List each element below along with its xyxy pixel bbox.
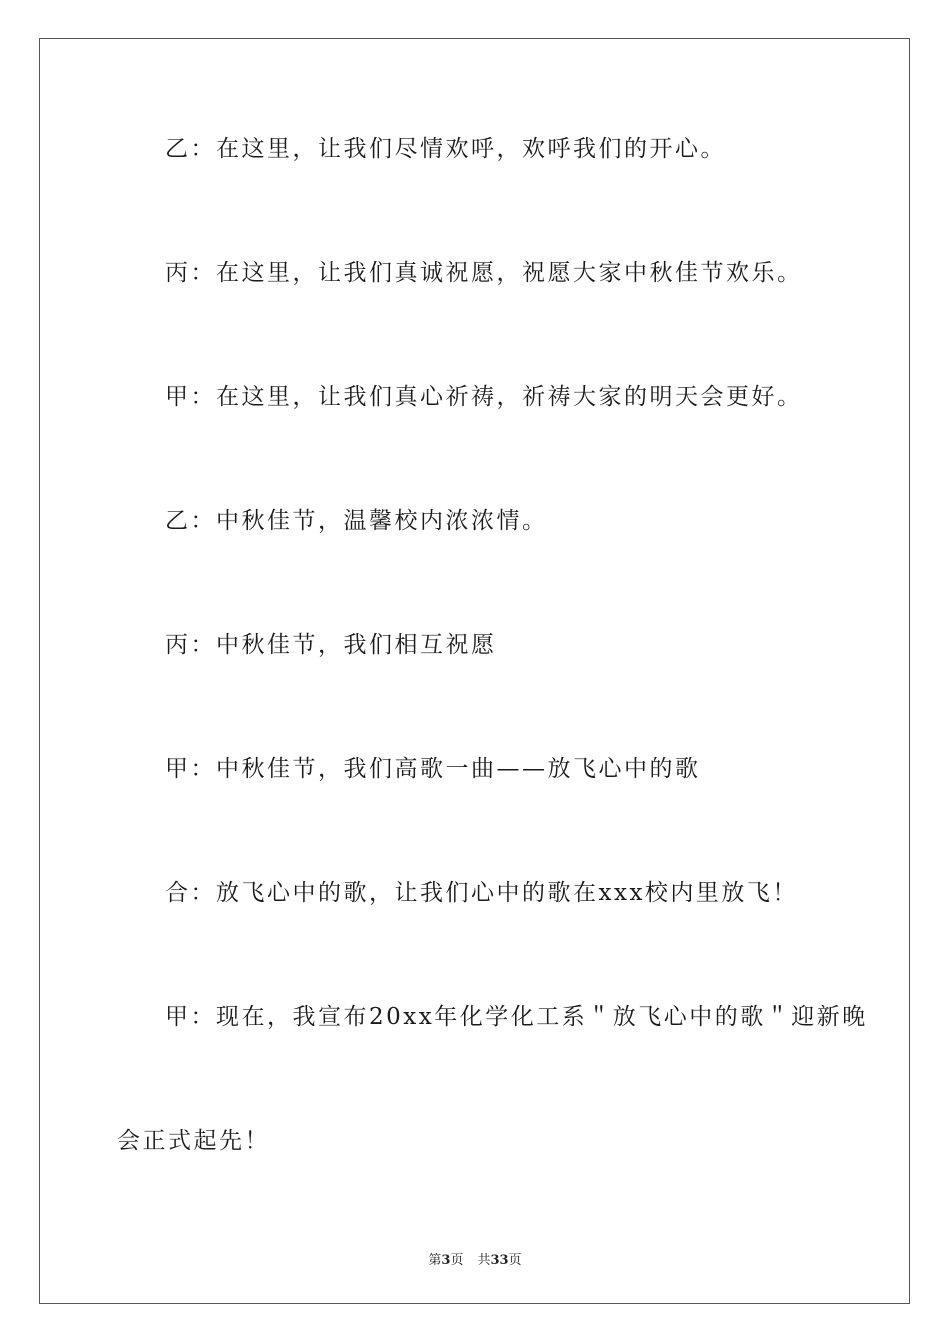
- dialogue-line-8: 甲：现在，我宣布20xx年化学化工系＂放飞心中的歌＂迎新晚: [165, 1004, 868, 1030]
- dialogue-line-2: 丙：在这里，让我们真诚祝愿，祝愿大家中秋佳节欢乐。: [165, 260, 803, 286]
- page-border: [39, 38, 910, 1304]
- footer-page-unit: 页: [450, 1253, 464, 1268]
- dialogue-line-5: 丙：中秋佳节，我们相互祝愿: [165, 632, 497, 658]
- dialogue-line-7: 合：放飞心中的歌，让我们心中的歌在xxx校内里放飞！: [165, 880, 798, 906]
- footer-page-total: 33: [490, 1253, 509, 1268]
- dialogue-line-3: 甲：在这里，让我们真心祈祷，祈祷大家的明天会更好。: [165, 384, 803, 410]
- footer-total-prefix: 共: [477, 1253, 491, 1268]
- page-footer: [0, 1249, 950, 1268]
- footer-total-unit: 页: [508, 1253, 522, 1268]
- dialogue-line-1: 乙：在这里，让我们尽情欢呼，欢呼我们的开心。: [165, 136, 726, 162]
- dialogue-line-8-continuation: 会正式起先！: [117, 1128, 270, 1154]
- footer-page-prefix: 第: [428, 1253, 442, 1268]
- footer-page-current: 3: [441, 1253, 451, 1268]
- dialogue-line-4: 乙：中秋佳节，温馨校内浓浓情。: [165, 508, 548, 534]
- dialogue-line-6: 甲：中秋佳节，我们高歌一曲——放飞心中的歌: [165, 756, 701, 782]
